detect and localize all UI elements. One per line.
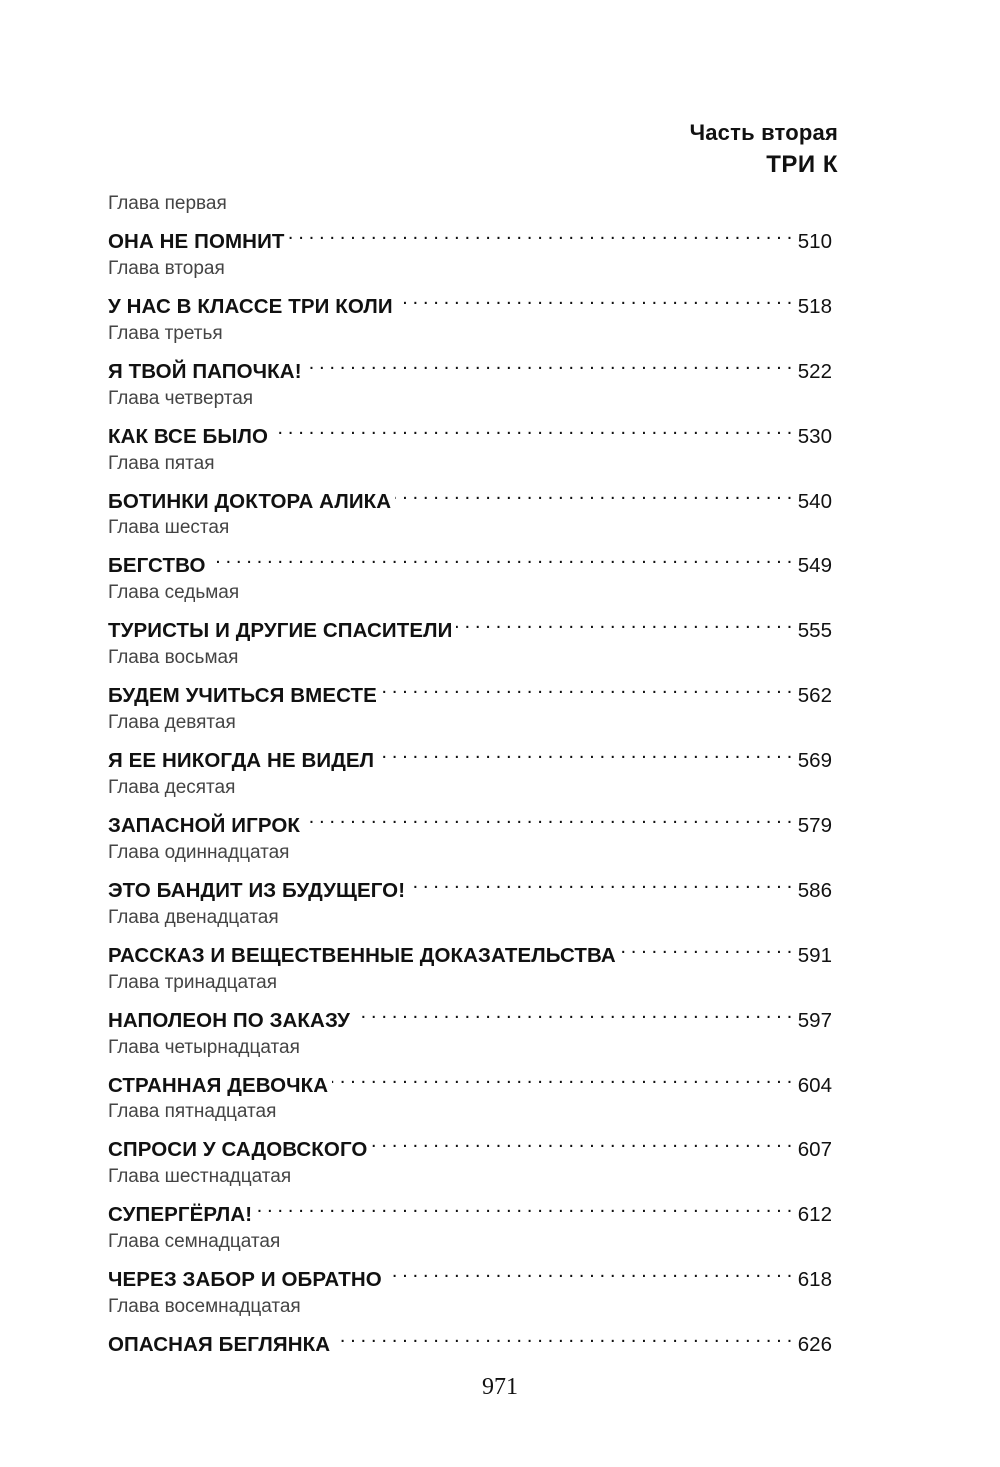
dot-leader: [256, 1191, 792, 1221]
chapter-label: Глава восемнадцатая: [108, 1296, 301, 1318]
chapter-line: [108, 348, 832, 383]
chapter-page-number: 569: [797, 749, 832, 773]
chapter-title: ЧЕРЕЗ ЗАБОР И ОБРАТНО: [108, 1268, 382, 1292]
dot-leader: [395, 478, 792, 508]
chapter-line: [108, 283, 832, 318]
chapter-label: Глава семнадцатая: [108, 1231, 281, 1253]
chapter-line: [108, 218, 832, 253]
toc-entry: [108, 320, 832, 385]
toc-entry: [108, 1034, 832, 1099]
chapter-line: [108, 1062, 832, 1097]
chapter-page-number: 618: [797, 1268, 832, 1292]
chapter-label: Глава пятая: [108, 452, 215, 474]
toc-entry: [108, 1228, 832, 1293]
chapter-line: [108, 1126, 832, 1162]
toc-entry: [108, 190, 832, 255]
chapter-line: [108, 932, 832, 967]
dot-leader: [620, 932, 792, 962]
dot-leader: [304, 802, 792, 832]
chapter-page-number: 540: [797, 489, 832, 513]
dot-leader: [289, 218, 792, 248]
chapter-label: Глава двенадцатая: [108, 906, 279, 928]
chapter-title: СТРАННАЯ ДЕВОЧКА: [108, 1073, 329, 1097]
chapter-line: [108, 1321, 832, 1357]
chapter-page-number: 604: [797, 1073, 832, 1097]
chapter-label: Глава девятая: [108, 712, 236, 734]
chapter-label: Глава первая: [108, 193, 227, 214]
toc-entry: [108, 255, 832, 320]
chapter-title: СПРОСИ У САДОВСКОГО: [108, 1138, 368, 1162]
chapter-line: [108, 997, 832, 1032]
chapter-line: [108, 802, 832, 838]
part-label: Часть вторая: [689, 120, 838, 145]
chapter-label: Глава шестая: [108, 517, 230, 539]
chapter-title: БЕГСТВО: [108, 554, 206, 578]
dot-leader: [456, 607, 791, 637]
chapter-title: ОНА НЕ ПОМНИТ: [108, 230, 285, 253]
chapter-label: Глава десятая: [108, 777, 236, 799]
toc-entry: [108, 904, 832, 969]
chapter-label: Глава четырнадцатая: [108, 1036, 300, 1058]
chapter-line: [108, 867, 832, 902]
chapter-page-number: 597: [797, 1008, 832, 1032]
chapter-page-number: 591: [797, 943, 832, 967]
chapter-label: Глава вторая: [108, 257, 225, 279]
chapter-line: [108, 1256, 832, 1292]
toc-entry: [108, 774, 832, 839]
chapter-line: [108, 542, 832, 578]
chapter-page-number: 612: [797, 1203, 832, 1227]
chapter-page-number: 530: [797, 424, 832, 448]
chapter-page-number: 555: [797, 619, 832, 643]
chapter-title: У НАС В КЛАССЕ ТРИ КОЛИ: [108, 294, 393, 318]
dot-leader: [386, 1256, 792, 1286]
chapter-line: [108, 478, 832, 513]
dot-leader: [378, 737, 792, 767]
toc-entry: [108, 839, 832, 904]
chapter-line: [108, 607, 832, 643]
chapter-page-number: 518: [797, 294, 832, 318]
chapter-label: Глава третья: [108, 322, 223, 344]
page-number: 971: [482, 1374, 518, 1400]
dot-leader: [397, 283, 792, 313]
toc-entry: [108, 969, 832, 1034]
chapter-title: СУПЕРГЁРЛА!: [108, 1203, 253, 1227]
chapter-label: Глава четвертая: [108, 387, 254, 409]
toc-entry: [108, 709, 832, 774]
toc-entry: [108, 579, 832, 644]
chapter-page-number: 562: [797, 684, 832, 708]
part-title: ТРИ К: [766, 151, 838, 178]
dot-leader: [334, 1321, 792, 1351]
chapter-line: [108, 737, 832, 773]
chapter-title: ЗАПАСНОЙ ИГРОК: [108, 814, 301, 838]
toc-entry: [108, 385, 832, 450]
toc-entry: [108, 450, 832, 515]
chapter-title: РАССКАЗ И ВЕЩЕСТВЕННЫЕ ДОКАЗАТЕЛЬСТВА: [108, 943, 616, 967]
part-header: [690, 118, 838, 182]
chapter-line: [108, 1191, 832, 1227]
chapter-page-number: 607: [797, 1138, 832, 1162]
chapter-line: [108, 413, 832, 448]
chapter-title: БОТИНКИ ДОКТОРА АЛИКА: [108, 489, 392, 513]
dot-leader: [371, 1126, 791, 1156]
dot-leader: [381, 672, 792, 702]
chapter-title: КАК ВСЕ БЫЛО: [108, 424, 269, 448]
chapter-label: Глава шестнадцатая: [108, 1166, 292, 1188]
toc-entry: [108, 1293, 832, 1358]
dot-leader: [306, 348, 792, 378]
chapter-page-number: 579: [797, 814, 832, 838]
table-of-contents: [108, 190, 832, 1358]
chapter-title: НАПОЛЕОН ПО ЗАКАЗУ: [108, 1008, 350, 1032]
dot-leader: [210, 542, 792, 572]
chapter-page-number: 549: [797, 554, 832, 578]
chapter-page-number: 510: [797, 230, 832, 253]
chapter-label: Глава одиннадцатая: [108, 841, 290, 863]
chapter-label: Глава седьмая: [108, 582, 240, 604]
chapter-title: ТУРИСТЫ И ДРУГИЕ СПАСИТЕЛИ: [108, 619, 453, 643]
chapter-page-number: 522: [797, 359, 832, 383]
chapter-title: ОПАСНАЯ БЕГЛЯНКА: [108, 1333, 331, 1357]
dot-leader: [272, 413, 792, 443]
chapter-title: ЭТО БАНДИТ ИЗ БУДУЩЕГО!: [108, 878, 406, 902]
chapter-title: Я ЕЕ НИКОГДА НЕ ВИДЕЛ: [108, 749, 375, 773]
chapter-page-number: 626: [797, 1333, 832, 1357]
chapter-title: Я ТВОЙ ПАПОЧКА!: [108, 359, 302, 383]
chapter-page-number: 586: [797, 878, 832, 902]
toc-entry: [108, 1163, 832, 1228]
chapter-label: Глава пятнадцатая: [108, 1101, 277, 1123]
chapter-line: [108, 672, 832, 708]
toc-entry: [108, 644, 832, 709]
chapter-label: Глава восьмая: [108, 647, 239, 669]
toc-entry: [108, 1098, 832, 1163]
dot-leader: [409, 867, 792, 897]
chapter-title: БУДЕМ УЧИТЬСЯ ВМЕСТЕ: [108, 684, 377, 708]
chapter-label: Глава тринадцатая: [108, 971, 278, 993]
dot-leader: [354, 997, 792, 1027]
dot-leader: [332, 1062, 792, 1092]
toc-entry: [108, 514, 832, 579]
